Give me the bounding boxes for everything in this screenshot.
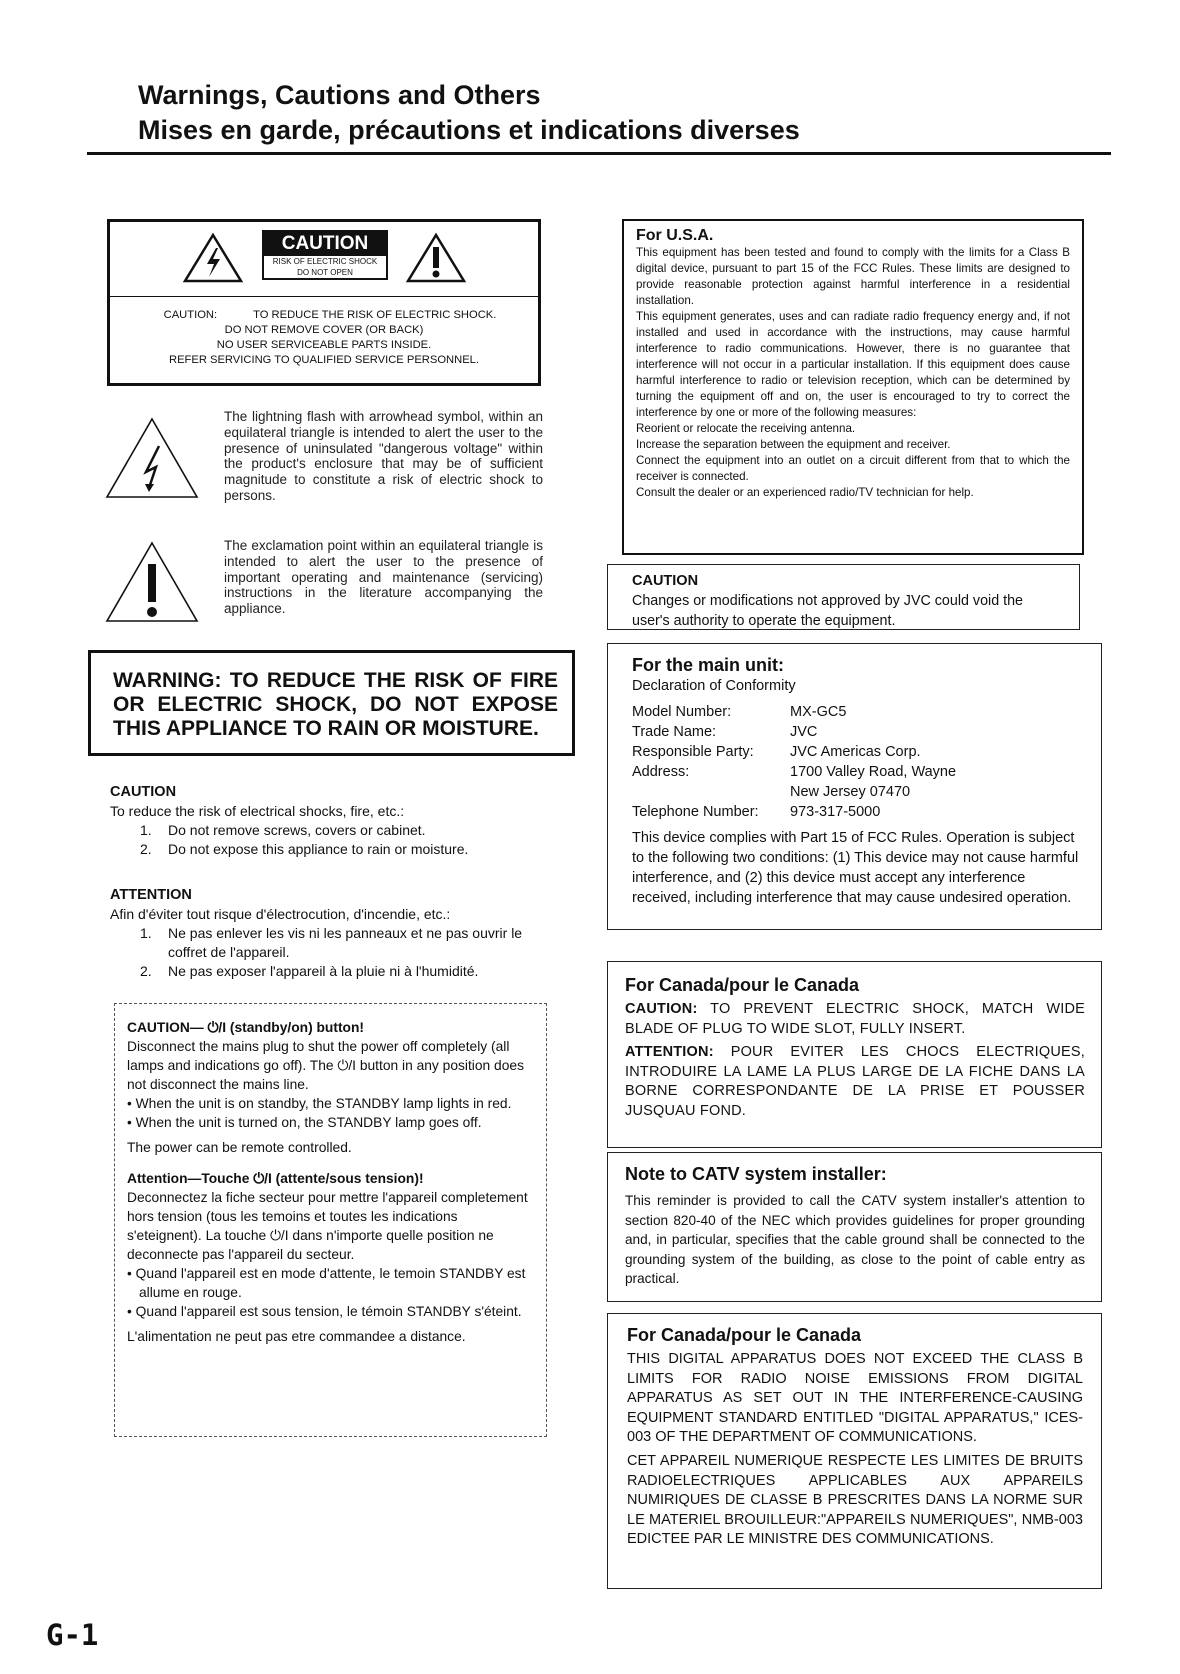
table-row: Telephone Number: 973-317-5000 [632, 804, 881, 820]
main-unit-box [607, 643, 1102, 930]
caution-section-intro: To reduce the risk of electrical shocks, fire, etc.: [110, 803, 405, 819]
catv-title: Note to CATV system installer: [625, 1164, 887, 1184]
lightning-symbol-text: The lightning flash with arrowhead symbol, within an equilateral triangle is intended to alert the user to the presence of uninsulated "dangerous voltage" within the product's enclosure that may be of sufficient magnitude to constitute a risk of electric shock to persons. [224, 409, 543, 503]
caution-section-title: CAUTION [110, 784, 177, 800]
standby-bullet-en-1: • When the unit is on standby, the STANDBY lamp lights in red. [127, 1096, 512, 1111]
jvc-caution-box [607, 564, 1080, 630]
main-unit-compliance-text: This device complies with Part 15 of FCC Rules. Operation is subject to the following two conditions: (1) This device may not cause harmful interference, and (2) this device must accept any interference received, including interference that may cause undesired operation. [632, 830, 1079, 906]
canada-attention-label: ATTENTION: [625, 1044, 714, 1060]
standby-para-en: Disconnect the mains plug to shut the power off completely (all lamps and indications go off). The ⏻/I button in any position does not disconnect the mains line. [127, 1039, 524, 1092]
table-row: Address: 1700 Valley Road, Wayne [632, 764, 957, 780]
catv-text: This reminder is provided to call the CATV system installer's attention to section 820-40 of the NEC which provides guidelines for proper grounding and, in particular, specifies that the cable ground shall be connected to the grounding system of the building, as close to the point of cable entry as practical. [625, 1193, 1085, 1286]
usa-box [622, 219, 1084, 555]
exclamation-triangle-icon [104, 540, 200, 624]
warning-box [88, 650, 575, 756]
list-item: 1. Ne pas enlever les vis ni les panneaux et ne pas ouvrir le coffret de l'appareil. [140, 925, 523, 960]
usa-measure-3: Connect the equipment into an outlet on a circuit different from that to which the receiver is connected. [636, 454, 1070, 483]
catv-box [607, 1152, 1102, 1302]
caution-sign-line1: RISK OF ELECTRIC SHOCK [272, 257, 378, 266]
standby-remote-fr: L'alimentation ne peut pas etre commandee a distance. [127, 1329, 466, 1344]
lightning-warning-icon [182, 232, 244, 284]
usa-measure-2: Increase the separation between the equipment and receiver. [636, 438, 951, 451]
standby-bullet-fr-2: • Quand l'appareil est sous tension, le témoin STANDBY s'éteint. [127, 1304, 522, 1319]
warning-text: WARNING: TO REDUCE THE RISK OF FIRE OR ELECTRIC SHOCK, DO NOT EXPOSE THIS APPLIANCE TO RAIN OR MOISTURE. [113, 669, 558, 740]
exclamation-symbol-text: The exclamation point within an equilateral triangle is intended to alert the user to the presence of important operating and maintenance (servicing) instructions in the literature accompanying the appliance. [224, 538, 543, 617]
caution-section [110, 782, 570, 859]
caution-sign [262, 230, 388, 280]
canada-ices-text-fr: CET APPAREIL NUMERIQUE RESPECTE LES LIMITES DE BRUITS RADIOELECTRIQUES APPLICABLES AUX APPAREILS NUMIRIQUES DE CLASSE B PRESCRITES DANS LA NORME SUR LE MATERIEL BROUILLEUR:"APPAREILS NUMERIQUES", NMB-003 EDICTEE PAR LE MINISTRE DES COMMUNICATIONS. [627, 1452, 1083, 1548]
list-item: 2. Ne pas exposer l'appareil à la pluie ni à l'humidité. [140, 963, 479, 979]
standby-bullet-fr-1: • Quand l'appareil est en mode d'attente, le temoin STANDBY est allume en rouge. [127, 1266, 526, 1300]
main-unit-subtitle: Declaration of Conformity [632, 678, 796, 694]
usa-para-2: This equipment generates, uses and can radiate radio frequency energy and, if not installed and used in accordance with the instructions, may cause harmful interference to radio communications. However, there is no guarantee that interference will not occur in a particular installation. If this equipment does cause harmful interference to radio or television reception, which can be determined by turning the equipment off and on, the user is encouraged to try to correct the interference by one or more of the following measures: [636, 310, 1070, 419]
page-number: G-1 [46, 1618, 99, 1652]
table-row: Responsible Party: JVC Americas Corp. [632, 744, 921, 760]
page-header [138, 78, 800, 148]
attention-section [110, 885, 530, 981]
usa-para-1: This equipment has been tested and found to comply with the limits for a Class B digital device, pursuant to part 15 of the FCC Rules. These limits are designed to provide reasonable protection against harmful interference in a residential installation. [636, 246, 1070, 307]
table-row: Model Number: MX-GC5 [632, 704, 847, 720]
usa-title: For U.S.A. [636, 227, 714, 244]
caution-label-line4: REFER SERVICING TO QUALIFIED SERVICE PERSONNEL. [168, 354, 479, 366]
usa-measure-1: Reorient or relocate the receiving antenna. [636, 422, 856, 435]
usa-measure-4: Consult the dealer or an experienced radio/TV technician for help. [636, 486, 974, 499]
canada-attention-text: POUR EVITER LES CHOCS ELECTRIQUES, INTRODUIRE LA LAME LA PLUS LARGE DE LA FICHE DANS LA BORNE CORRESPONDANTE DE LA PRISE ET POUSSER JUSQUAU FOND. [625, 1044, 1085, 1119]
page-title-fr: Mises en garde, précautions et indications diverses [138, 115, 800, 145]
caution-label [107, 219, 541, 386]
standby-remote-en: The power can be remote controlled. [127, 1140, 352, 1155]
standby-para-fr: Deconnectez la fiche secteur pour mettre l'appareil completement hors tension (tous les temoins et toutes les indications s'eteignent). La touche ⏻/I dans n'importe quelle position ne deconnecte pas l'appareil du secteur. [127, 1190, 528, 1262]
standby-caution-box [114, 1003, 547, 1437]
canada-caution-label: CAUTION: [625, 1001, 698, 1017]
attention-section-intro: Afin d'éviter tout risque d'électrocution, d'incendie, etc.: [110, 906, 451, 922]
table-row: Trade Name: JVC [632, 724, 818, 740]
caution-label-line2: DO NOT REMOVE COVER (OR BACK) [224, 324, 424, 336]
canada-ices-box [607, 1313, 1102, 1589]
canada-ices-text-en: THIS DIGITAL APPARATUS DOES NOT EXCEED THE CLASS B LIMITS FOR RADIO NOISE EMISSIONS FROM DIGITAL APPARATUS AS SET OUT IN THE INTERFERENCE-CAUSING EQUIPMENT STANDARD ENTITLED "DIGITAL APPARATUS," ICES-003 OF THE DEPARTMENT OF COMMUNICATIONS. [627, 1351, 1083, 1446]
canada-plug-title: For Canada/pour le Canada [625, 975, 860, 995]
caution-sign-title: CAUTION [264, 232, 386, 256]
caution-sign-line2: DO NOT OPEN [297, 268, 353, 277]
standby-bullet-en-2: • When the unit is turned on, the STANDBY lamp goes off. [127, 1115, 482, 1130]
canada-caution-text: TO PREVENT ELECTRIC SHOCK, MATCH WIDE BLADE OF PLUG TO WIDE SLOT, FULLY INSERT. [625, 1001, 1085, 1037]
exclamation-warning-icon [405, 232, 467, 284]
standby-title-en: CAUTION— ⏻/I (standby/on) button! [127, 1020, 364, 1035]
attention-section-title: ATTENTION [110, 887, 192, 903]
canada-plug-box [607, 961, 1102, 1148]
jvc-caution-text: Changes or modifications not approved by JVC could void the user's authority to operate the equipment. [632, 593, 1024, 629]
list-item: 1. Do not remove screws, covers or cabinet. [140, 822, 426, 838]
caution-label-text [110, 308, 538, 368]
table-row: New Jersey 07470 [790, 784, 911, 800]
caution-list [110, 821, 570, 859]
list-item: 2. Do not expose this appliance to rain or moisture. [140, 841, 469, 857]
attention-list [110, 924, 530, 981]
caution-label-line1: TO REDUCE THE RISK OF ELECTRIC SHOCK. [253, 309, 497, 321]
caution-label-divider [110, 296, 538, 297]
caution-label-line3: NO USER SERVICEABLE PARTS INSIDE. [216, 339, 432, 351]
canada-ices-title: For Canada/pour le Canada [627, 1325, 862, 1345]
lightning-triangle-icon [104, 416, 200, 500]
page-title-en: Warnings, Cautions and Others [138, 80, 541, 110]
standby-title-fr: Attention—Touche ⏻/I (attente/sous tension)! [127, 1171, 424, 1186]
jvc-caution-title: CAUTION [632, 573, 699, 589]
caution-label-prefix: CAUTION: [163, 309, 218, 321]
header-rule [87, 152, 1111, 155]
main-unit-title: For the main unit: [632, 655, 784, 675]
